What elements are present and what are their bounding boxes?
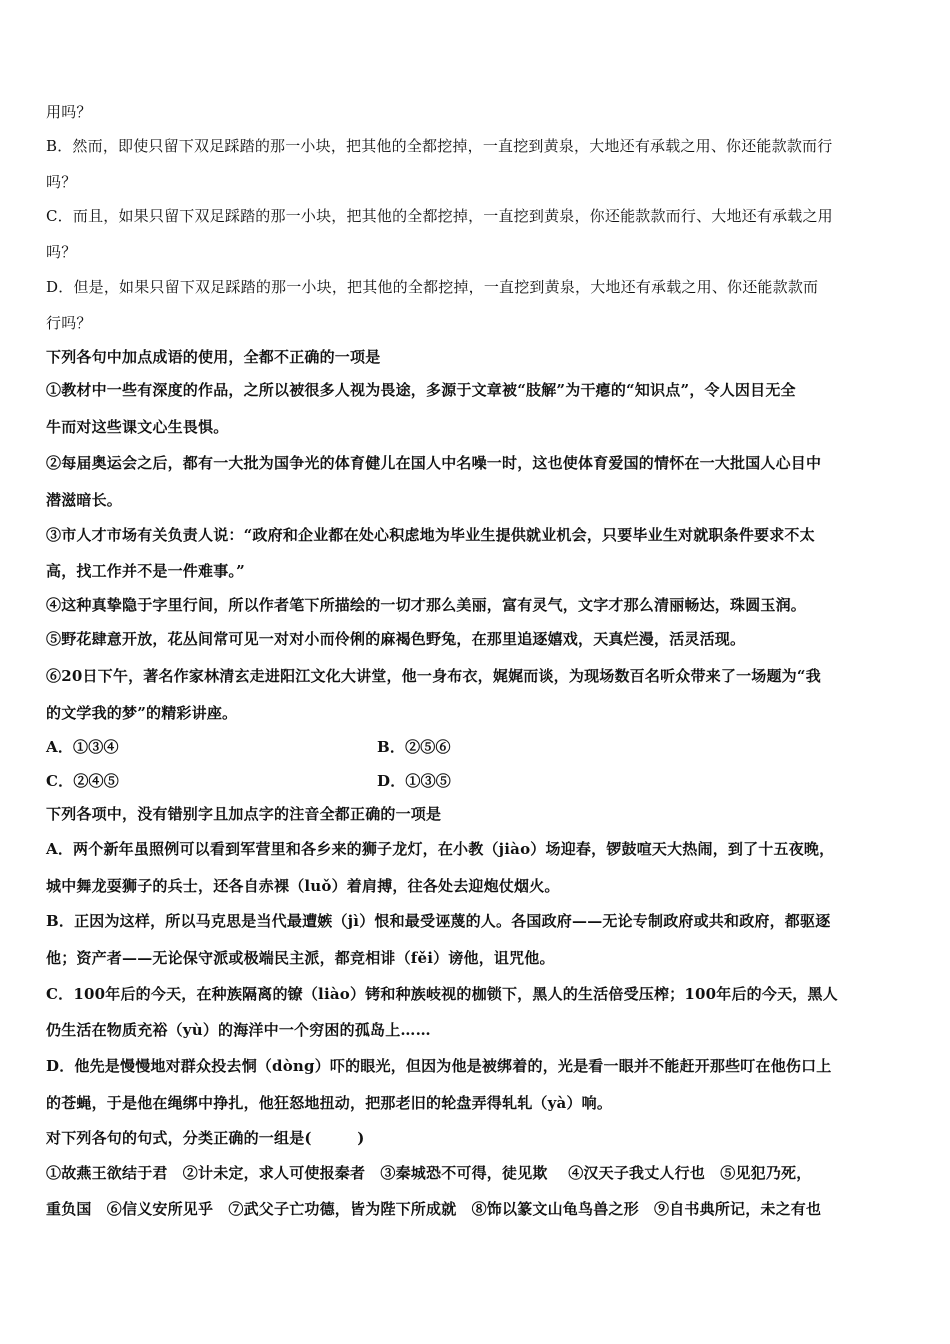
syntax-question-stem: 对下列各句的句式，分类正确的一组是( ) [46, 1129, 365, 1147]
idiom-option-b[interactable]: B．②⑤⑥ [377, 738, 451, 756]
idiom-option-d[interactable]: D．①③⑤ [377, 772, 452, 790]
idiom-question-stem: 下列各句中加点成语的使用，全都不正确的一项是 [46, 348, 381, 366]
idiom-sentence-2-line1: ②每届奥运会之后，都有一大批为国争光的体育健儿在国人中名噪一时，这也使体育爱国的情怀在一大批国人心目中 [46, 454, 822, 472]
idiom-sentence-6-line2: 的文学我的梦”的精彩讲座。 [46, 704, 238, 722]
option-d-line2: 行吗？ [46, 314, 92, 332]
option-b-line1: B．然而，即使只留下双足踩踏的那一小块，把其他的全都挖掉，一直挖到黄泉，大地还有承载之用、你还能款款而行 [46, 137, 833, 155]
option-c-line1: C．而且，如果只留下双足踩踏的那一小块，把其他的全都挖掉，一直挖到黄泉，你还能款款而行、大地还有承载之用 [46, 207, 833, 225]
pinyin-option-b-line1[interactable]: B．正因为这样，所以马克思是当代最遭嫉（jì）恨和最受诬蔑的人。各国政府——无论专制政府或共和政府，都驱逐 [46, 912, 831, 930]
idiom-sentence-6-line1: ⑥20日下午，著名作家林清玄走进阳江文化大讲堂，他一身布衣，娓娓而谈，为现场数百名听众带来了一场题为“我 [46, 667, 821, 685]
pinyin-option-d-line2[interactable]: 的苍蝇，于是他在绳绑中挣扎，他狂怒地扭动，把那老旧的轮盘弄得轧轧（yà）响。 [46, 1094, 613, 1112]
pinyin-option-c-line2[interactable]: 仍生活在物质充裕（yù）的海洋中一个穷困的孤岛上…… [46, 1021, 431, 1039]
idiom-sentence-1-line1: ①教材中一些有深度的作品，之所以被很多人视为畏途，多源于文章被“肢解”为干瘪的“知识点”，令人因目无全 [46, 381, 796, 399]
option-b-line2: 吗？ [46, 173, 77, 191]
syntax-sentences-line1: ①故燕王欲结于君 ②计未定，求人可使报秦者 ③秦城恐不可得，徒见欺 ④汉天子我丈人行也 ⑤见犯乃死， [46, 1164, 812, 1182]
idiom-sentence-5: ⑤野花肆意开放，花丛间常可见一对对小而伶俐的麻褐色野兔，在那里追逐嬉戏，天真烂漫，活灵活现。 [46, 630, 746, 648]
idiom-sentence-3-line2: 高，找工作并不是一件难事。” [46, 562, 245, 580]
idiom-sentence-1-line2: 牛而对这些课文心生畏惧。 [46, 418, 229, 436]
option-d-line1: D．但是，如果只留下双足踩踏的那一小块，把其他的全都挖掉，一直挖到黄泉，大地还有承载之用、你还能款款而 [46, 278, 819, 296]
pinyin-option-b-line2[interactable]: 他；资产者——无论保守派或极端民主派，都竞相诽（fěi）谤他，诅咒他。 [46, 949, 555, 967]
idiom-options-row-1 [46, 737, 906, 757]
idiom-sentence-2-line2: 潜滋暗长。 [46, 491, 123, 509]
option-c-line2: 吗？ [46, 243, 77, 261]
pinyin-option-c-line1[interactable]: C．100年后的今天，在种族隔离的镣（liào）铐和种族岐视的枷锁下，黑人的生活倍受压榨；100年后的今天，黑人 [46, 985, 838, 1003]
idiom-sentence-3-line1: ③市人才市场有关负责人说：“政府和企业都在处心积虑地为毕业生提供就业机会，只要毕业生对就职条件要求不太 [46, 526, 815, 544]
idiom-sentence-4: ④这种真挚隐于字里行间，所以作者笔下所描绘的一切才那么美丽，富有灵气，文字才那么清丽畅达，珠圆玉润。 [46, 596, 807, 614]
pinyin-option-a-line2[interactable]: 城中舞龙耍狮子的兵士，还各自赤裸（luǒ）着肩搏，往各处去迎炮仗烟火。 [46, 877, 560, 895]
pinyin-option-a-line1[interactable]: A．两个新年虽照例可以看到军营里和各乡来的狮子龙灯，在小教（jiào）场迎春，锣鼓喧天大热闹，到了十五夜晚， [46, 840, 835, 858]
idiom-option-a[interactable]: A．①③④ [46, 738, 119, 756]
syntax-sentences-line2: 重负国 ⑥信义安所见乎 ⑦武父子亡功德，皆为陛下所成就 ⑧饰以篆文山龟鸟兽之形 ⑨自书典所记，未之有也 [46, 1200, 822, 1218]
idiom-option-c[interactable]: C．②④⑤ [46, 772, 119, 790]
pinyin-question-stem: 下列各项中，没有错别字且加点字的注音全都正确的一项是 [46, 805, 442, 823]
pinyin-option-d-line1[interactable]: D．他先是慢慢地对群众投去恫（dòng）吓的眼光，但因为他是被绑着的，光是看一眼并不能赶开那些叮在他伤口上 [46, 1057, 832, 1075]
prev-question-continuation: 用吗？ [46, 103, 92, 121]
idiom-options-row-2 [46, 771, 906, 791]
